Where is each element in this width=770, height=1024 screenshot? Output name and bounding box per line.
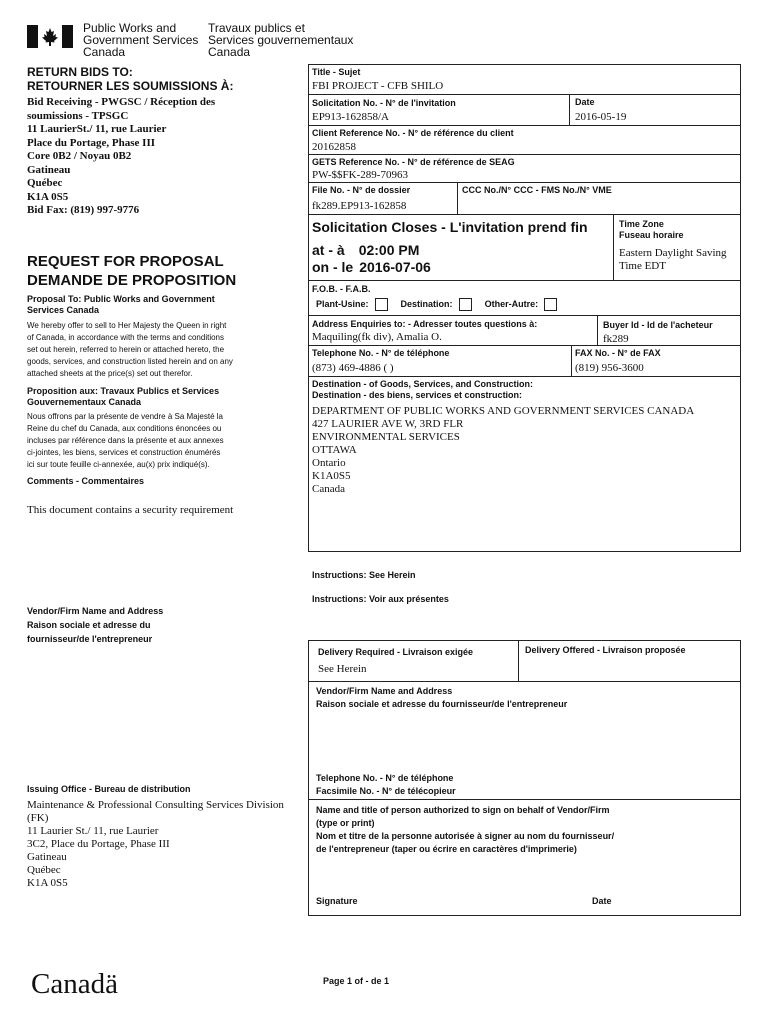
closes-on: on - le 2016-07-06 <box>312 259 431 275</box>
solicitation-label: Solicitation No. - N° de l'invitation <box>312 98 456 108</box>
issuing-office-address: Maintenance & Professional Consulting Services Division (FK) 11 Laurier St./ 11, rue Laurier 3C2, Place du Portage, Phase III Gatineau Québec K1A 0S5 <box>27 799 284 889</box>
issuing-office-label: Issuing Office - Bureau de distribution <box>27 784 191 794</box>
org-name-en: Public Works and Government Services Canada <box>83 21 199 59</box>
date-label: Date <box>575 97 595 107</box>
destination-checkbox[interactable] <box>459 298 472 311</box>
file-label: File No. - N° de dossier <box>312 185 411 195</box>
fob-label: F.O.B. - F.A.B. <box>312 284 371 294</box>
delivery-required-value: See Herein <box>318 663 367 675</box>
title-value: FBI PROJECT - CFB SHILO <box>312 80 444 92</box>
return-bids-address: Bid Receiving - PWGSC / Réception des soumissions - TPSGC 11 LaurierSt./ 11, rue Laurier Place du Portage, Phase III Core 0B2 / Noyau 0B2 Gatineau Québec K1A 0S5 Bid Fax: (819) 997-9776 <box>27 96 216 216</box>
address-enquiries-label: Address Enquiries to: - Adresser toutes questions à: <box>312 319 538 329</box>
closes-at: at - à 02:00 PM <box>312 242 420 258</box>
delivery-required-label: Delivery Required - Livraison exigée <box>318 647 474 657</box>
solicitation-value: EP913-162858/A <box>312 111 389 123</box>
delivery-offered-label: Delivery Offered - Livraison proposée <box>525 645 686 655</box>
vendor-left-label: Vendor/Firm Name and Address Raison sociale et adresse du fournisseur/de l'entrepreneur <box>27 606 164 644</box>
comments-label: Comments - Commentaires <box>27 476 145 486</box>
signature-date-label: Date <box>592 896 612 906</box>
proposal-to-label: Proposal To: Public Works and Government Services Canada <box>27 294 215 315</box>
client-ref-label: Client Reference No. - N° de référence du client <box>312 128 514 138</box>
fax-value: (819) 956-3600 <box>575 362 644 374</box>
fax-label: FAX No. - N° de FAX <box>575 348 661 358</box>
tz-label: Time Zone Fuseau horaire <box>619 219 684 240</box>
closes-title: Solicitation Closes - L'invitation prend fin <box>312 219 588 235</box>
canada-wordmark: Canadä <box>31 968 118 1000</box>
tz-value: Eastern Daylight Saving Time EDT <box>619 247 727 272</box>
return-bids-title: RETURN BIDS TO: RETOURNER LES SOUMISSIONS À: <box>27 65 234 93</box>
signature-label: Signature <box>316 896 358 906</box>
org-name-fr: Travaux publics et Services gouvernementaux Canada <box>208 21 354 59</box>
page-number: Page 1 of - de 1 <box>323 976 390 986</box>
gov-flag-logo <box>27 25 73 48</box>
gets-label: GETS Reference No. - N° de référence de SEAG <box>312 157 515 167</box>
destination-label: Destination - of Goods, Services, and Construction: Destination - des biens, services et construction: <box>312 379 534 400</box>
destination-address: DEPARTMENT OF PUBLIC WORKS AND GOVERNMENT SERVICES CANADA 427 LAURIER AVE W, 3RD FLR ENVIRONMENTAL SERVICES OTTAWA Ontario K1A0S5 Canada <box>312 405 695 495</box>
plant-checkbox[interactable] <box>375 298 388 311</box>
address-enquiries-value: Maquiling(fk div), Amalia O. <box>312 331 442 343</box>
vendor-label: Vendor/Firm Name and Address Raison sociale et adresse du fournisseur/de l'entrepreneur <box>316 686 568 709</box>
fob-options: Plant-Usine: Destination: Other-Autre: <box>316 298 557 311</box>
other-checkbox[interactable] <box>544 298 557 311</box>
vendor-phone-fax-label: Telephone No. - N° de téléphone Facsimile No. - N° de télécopieur <box>316 773 456 796</box>
buyer-label: Buyer Id - Id de l'acheteur <box>603 320 713 330</box>
proposal-to-text: We hereby offer to sell to Her Majesty the Queen in right of Canada, in accordance with the terms and conditions set out herein, referred to herein or attached hereto, the goods, services, and construction listed herein and on any attached sheets at the price(s) set out therefor. <box>27 321 233 378</box>
instructions-en: Instructions: See Herein <box>312 570 416 580</box>
date-value: 2016-05-19 <box>575 111 627 123</box>
proposition-label: Proposition aux: Travaux Publics et Services Gouvernementaux Canada <box>27 386 220 407</box>
client-ref-value: 20162858 <box>312 141 356 153</box>
comments-text: This document contains a security requirement <box>27 504 234 516</box>
gets-value: PW-$$FK-289-70963 <box>312 169 408 181</box>
phone-value: (873) 469-4886 ( ) <box>312 362 394 374</box>
title-label: Title - Sujet <box>312 67 361 77</box>
authorized-person-label: Name and title of person authorized to sign on behalf of Vendor/Firm (type or print) Nom et titre de la personne autorisée à signer au nom du fournisseur/ de l'entrepreneur (taper ou écrire en caractères d'imprimerie) <box>316 805 615 854</box>
buyer-value: fk289 <box>603 333 629 345</box>
phone-label: Telephone No. - N° de téléphone <box>312 348 450 358</box>
instructions-fr: Instructions: Voir aux présentes <box>312 594 449 604</box>
rfp-title: REQUEST FOR PROPOSAL DEMANDE DE PROPOSITION <box>27 253 237 289</box>
proposition-text: Nous offrons par la présente de vendre à Sa Majesté la Reine du chef du Canada, aux conditions énoncées ou incluses par référence dans la présente et aux annexes ci-jointes, les biens, services et construction énumérés ici sur toute feuille ci-annexée, au(x) prix indiqué(s). <box>27 412 224 469</box>
ccc-label: CCC No./N° CCC - FMS No./N° VME <box>462 185 612 195</box>
file-value: fk289.EP913-162858 <box>312 200 407 212</box>
